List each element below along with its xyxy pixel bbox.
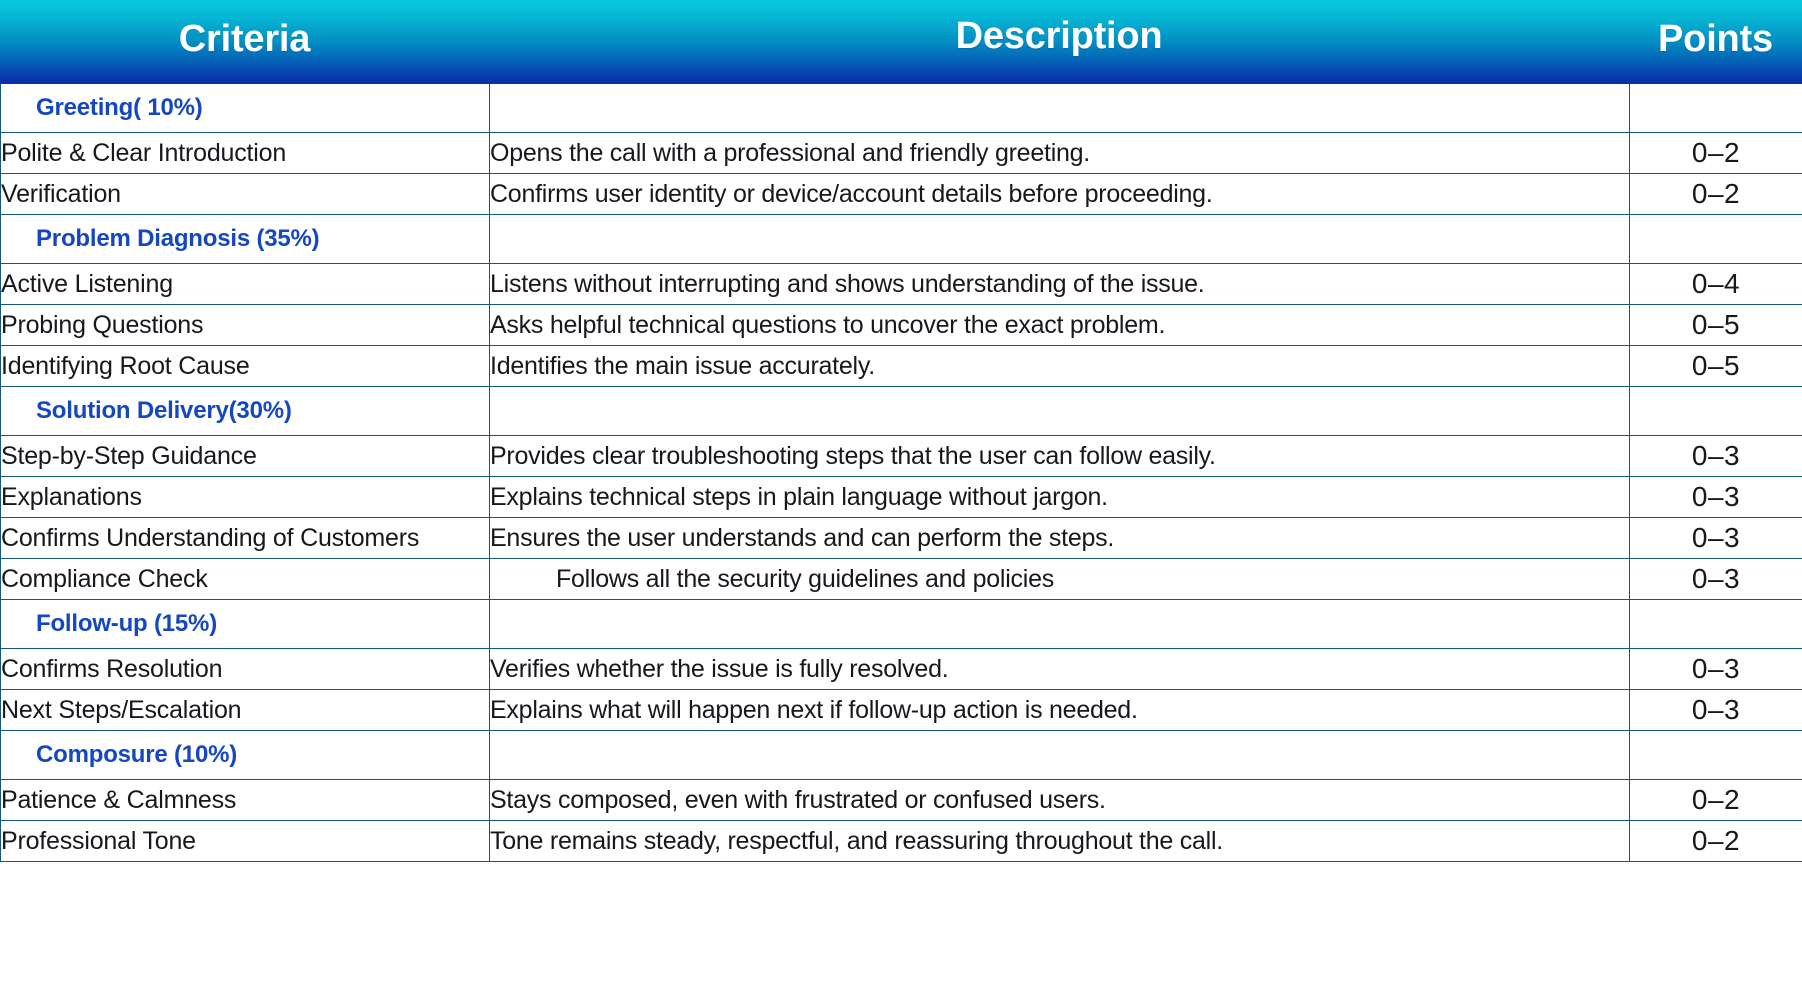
description-cell [490,731,1630,780]
criteria-cell: Polite & Clear Introduction [1,133,490,174]
section-title-cell: Problem Diagnosis (35%) [1,215,490,264]
criteria-cell: Step-by-Step Guidance [1,436,490,477]
criteria-cell: Explanations [1,477,490,518]
section-row [1,731,1802,780]
points-cell: 0–3 [1630,518,1802,559]
criteria-cell: Patience & Calmness [1,780,490,821]
description-cell: Provides clear troubleshooting steps that the user can follow easily. [490,436,1630,477]
points-cell: 0–3 [1630,477,1802,518]
points-cell: 0–2 [1630,133,1802,174]
points-cell: 0–2 [1630,174,1802,215]
table-row [1,305,1802,346]
points-cell: 0–5 [1630,305,1802,346]
description-cell [490,387,1630,436]
description-cell: Verifies whether the issue is fully resolved. [490,649,1630,690]
section-row [1,387,1802,436]
points-cell: 0–3 [1630,436,1802,477]
points-cell [1630,731,1802,780]
points-cell [1630,84,1802,133]
section-row [1,84,1802,133]
description-cell: Listens without interrupting and shows understanding of the issue. [490,264,1630,305]
table-row [1,346,1802,387]
section-row [1,600,1802,649]
points-cell: 0–5 [1630,346,1802,387]
table-row [1,780,1802,821]
description-cell [490,215,1630,264]
criteria-cell: Professional Tone [1,821,490,862]
description-cell: Tone remains steady, respectful, and reassuring throughout the call. [490,821,1630,862]
table-header-band [0,0,1802,84]
header-description: Description [955,15,1163,57]
section-title-cell: Greeting( 10%) [1,84,490,133]
table-row [1,690,1802,731]
section-title-cell: Follow-up (15%) [1,600,490,649]
description-cell: Explains technical steps in plain language without jargon. [490,477,1630,518]
criteria-cell: Active Listening [1,264,490,305]
table-row [1,649,1802,690]
rubric-table [0,84,1802,862]
table-row [1,559,1802,600]
table-row [1,518,1802,559]
description-cell: Identifies the main issue accurately. [490,346,1630,387]
rubric-table-body [1,84,1802,862]
table-row [1,436,1802,477]
section-row [1,215,1802,264]
header-points: Points [1658,18,1773,60]
table-row [1,174,1802,215]
table-row [1,264,1802,305]
points-cell [1630,387,1802,436]
header-criteria: Criteria [178,18,311,60]
criteria-cell: Confirms Understanding of Customers [1,518,490,559]
description-cell: Asks helpful technical questions to uncover the exact problem. [490,305,1630,346]
points-cell [1630,215,1802,264]
table-row [1,821,1802,862]
description-cell: Confirms user identity or device/account details before proceeding. [490,174,1630,215]
description-cell: Ensures the user understands and can perform the steps. [490,518,1630,559]
points-cell [1630,600,1802,649]
criteria-cell: Compliance Check [1,559,490,600]
description-cell [490,84,1630,133]
criteria-cell: Next Steps/Escalation [1,690,490,731]
criteria-cell: Probing Questions [1,305,490,346]
description-cell: Follows all the security guidelines and policies [490,559,1630,600]
description-cell [490,600,1630,649]
points-cell: 0–4 [1630,264,1802,305]
description-cell: Explains what will happen next if follow-up action is needed. [490,690,1630,731]
description-cell: Stays composed, even with frustrated or confused users. [490,780,1630,821]
criteria-cell: Identifying Root Cause [1,346,490,387]
points-cell: 0–2 [1630,821,1802,862]
description-cell: Opens the call with a professional and friendly greeting. [490,133,1630,174]
points-cell: 0–2 [1630,780,1802,821]
table-row [1,133,1802,174]
section-title-cell: Solution Delivery(30%) [1,387,490,436]
points-cell: 0–3 [1630,690,1802,731]
criteria-cell: Verification [1,174,490,215]
points-cell: 0–3 [1630,649,1802,690]
points-cell: 0–3 [1630,559,1802,600]
table-row [1,477,1802,518]
criteria-cell: Confirms Resolution [1,649,490,690]
section-title-cell: Composure (10%) [1,731,490,780]
